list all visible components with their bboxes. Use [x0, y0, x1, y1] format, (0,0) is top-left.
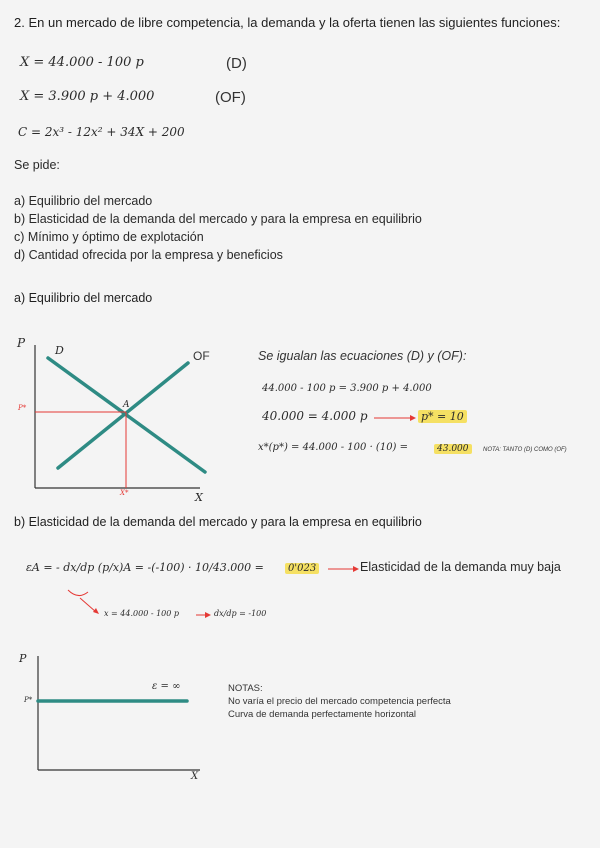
demand-label: D	[55, 344, 64, 357]
elasticity-conclusion: Elasticidad de la demanda muy baja	[360, 560, 561, 574]
x-axis-label: X	[195, 491, 203, 504]
elasticity-formula: εA = - dx/dp (p/x)A = -(-100) · 10/43.000 =	[26, 561, 264, 574]
p-axis-label: P	[19, 652, 27, 665]
demand-tag: (D)	[226, 55, 247, 72]
derivative-result: dx/dp = -100	[214, 609, 267, 618]
section-b-title: b) Elasticidad de la demanda del mercado y para la empresa en equilibrio	[14, 515, 422, 529]
note-text: NOTA: TANTO (D) COMO (OF)	[483, 447, 567, 453]
question-text: 2. En un mercado de libre competencia, la demanda y la oferta tienen las siguientes funciones:	[14, 15, 561, 30]
note-item: Curva de demanda perfectamente horizontal	[228, 709, 417, 720]
infinite-elasticity-label: ε = ∞	[152, 681, 181, 692]
demand-function: X = 44.000 - 100 p	[20, 55, 144, 70]
p-axis-label: P	[17, 336, 26, 350]
supply-label: OF	[193, 349, 210, 363]
supply-tag: (OF)	[215, 89, 246, 106]
list-item: a) Equilibrio del mercado	[14, 194, 153, 208]
p-star-label: P*	[18, 404, 27, 412]
x-axis-label: X	[191, 771, 199, 782]
point-a-label: A	[123, 400, 130, 410]
note-item: No varía el precio del mercado competencia perfecta	[228, 696, 451, 707]
notes-title: NOTAS:	[228, 683, 263, 694]
elasticity-result: 0'023	[285, 563, 319, 574]
p-star-label: P*	[24, 696, 33, 704]
equation-3: x*(p*) = 44.000 - 100 · (10) =	[258, 442, 409, 453]
list-item: b) Elasticidad de la demanda del mercado y para la empresa en equilibrio	[14, 212, 422, 226]
equilibrium-quantity-value: 43.000	[434, 444, 472, 454]
x-star-label: X*	[120, 489, 129, 497]
list-item: d) Cantidad ofrecida por la empresa y beneficios	[14, 248, 283, 262]
supply-function: X = 3.900 p + 4.000	[20, 89, 155, 104]
section-a-title: a) Equilibrio del mercado	[14, 291, 153, 305]
equation-explanation: Se igualan las ecuaciones (D) y (OF):	[258, 349, 467, 363]
se-pide-label: Se pide:	[14, 158, 60, 172]
equation-2: 40.000 = 4.000 p	[262, 409, 368, 423]
equilibrium-price-value: p* = 10	[418, 410, 467, 423]
cost-function: C = 2x³ - 12x² + 34X + 200	[18, 125, 185, 139]
equation-1: 44.000 - 100 p = 3.900 p + 4.000	[262, 383, 432, 394]
derivative-function: x = 44.000 - 100 p	[104, 609, 180, 618]
list-item: c) Mínimo y óptimo de explotación	[14, 230, 204, 244]
